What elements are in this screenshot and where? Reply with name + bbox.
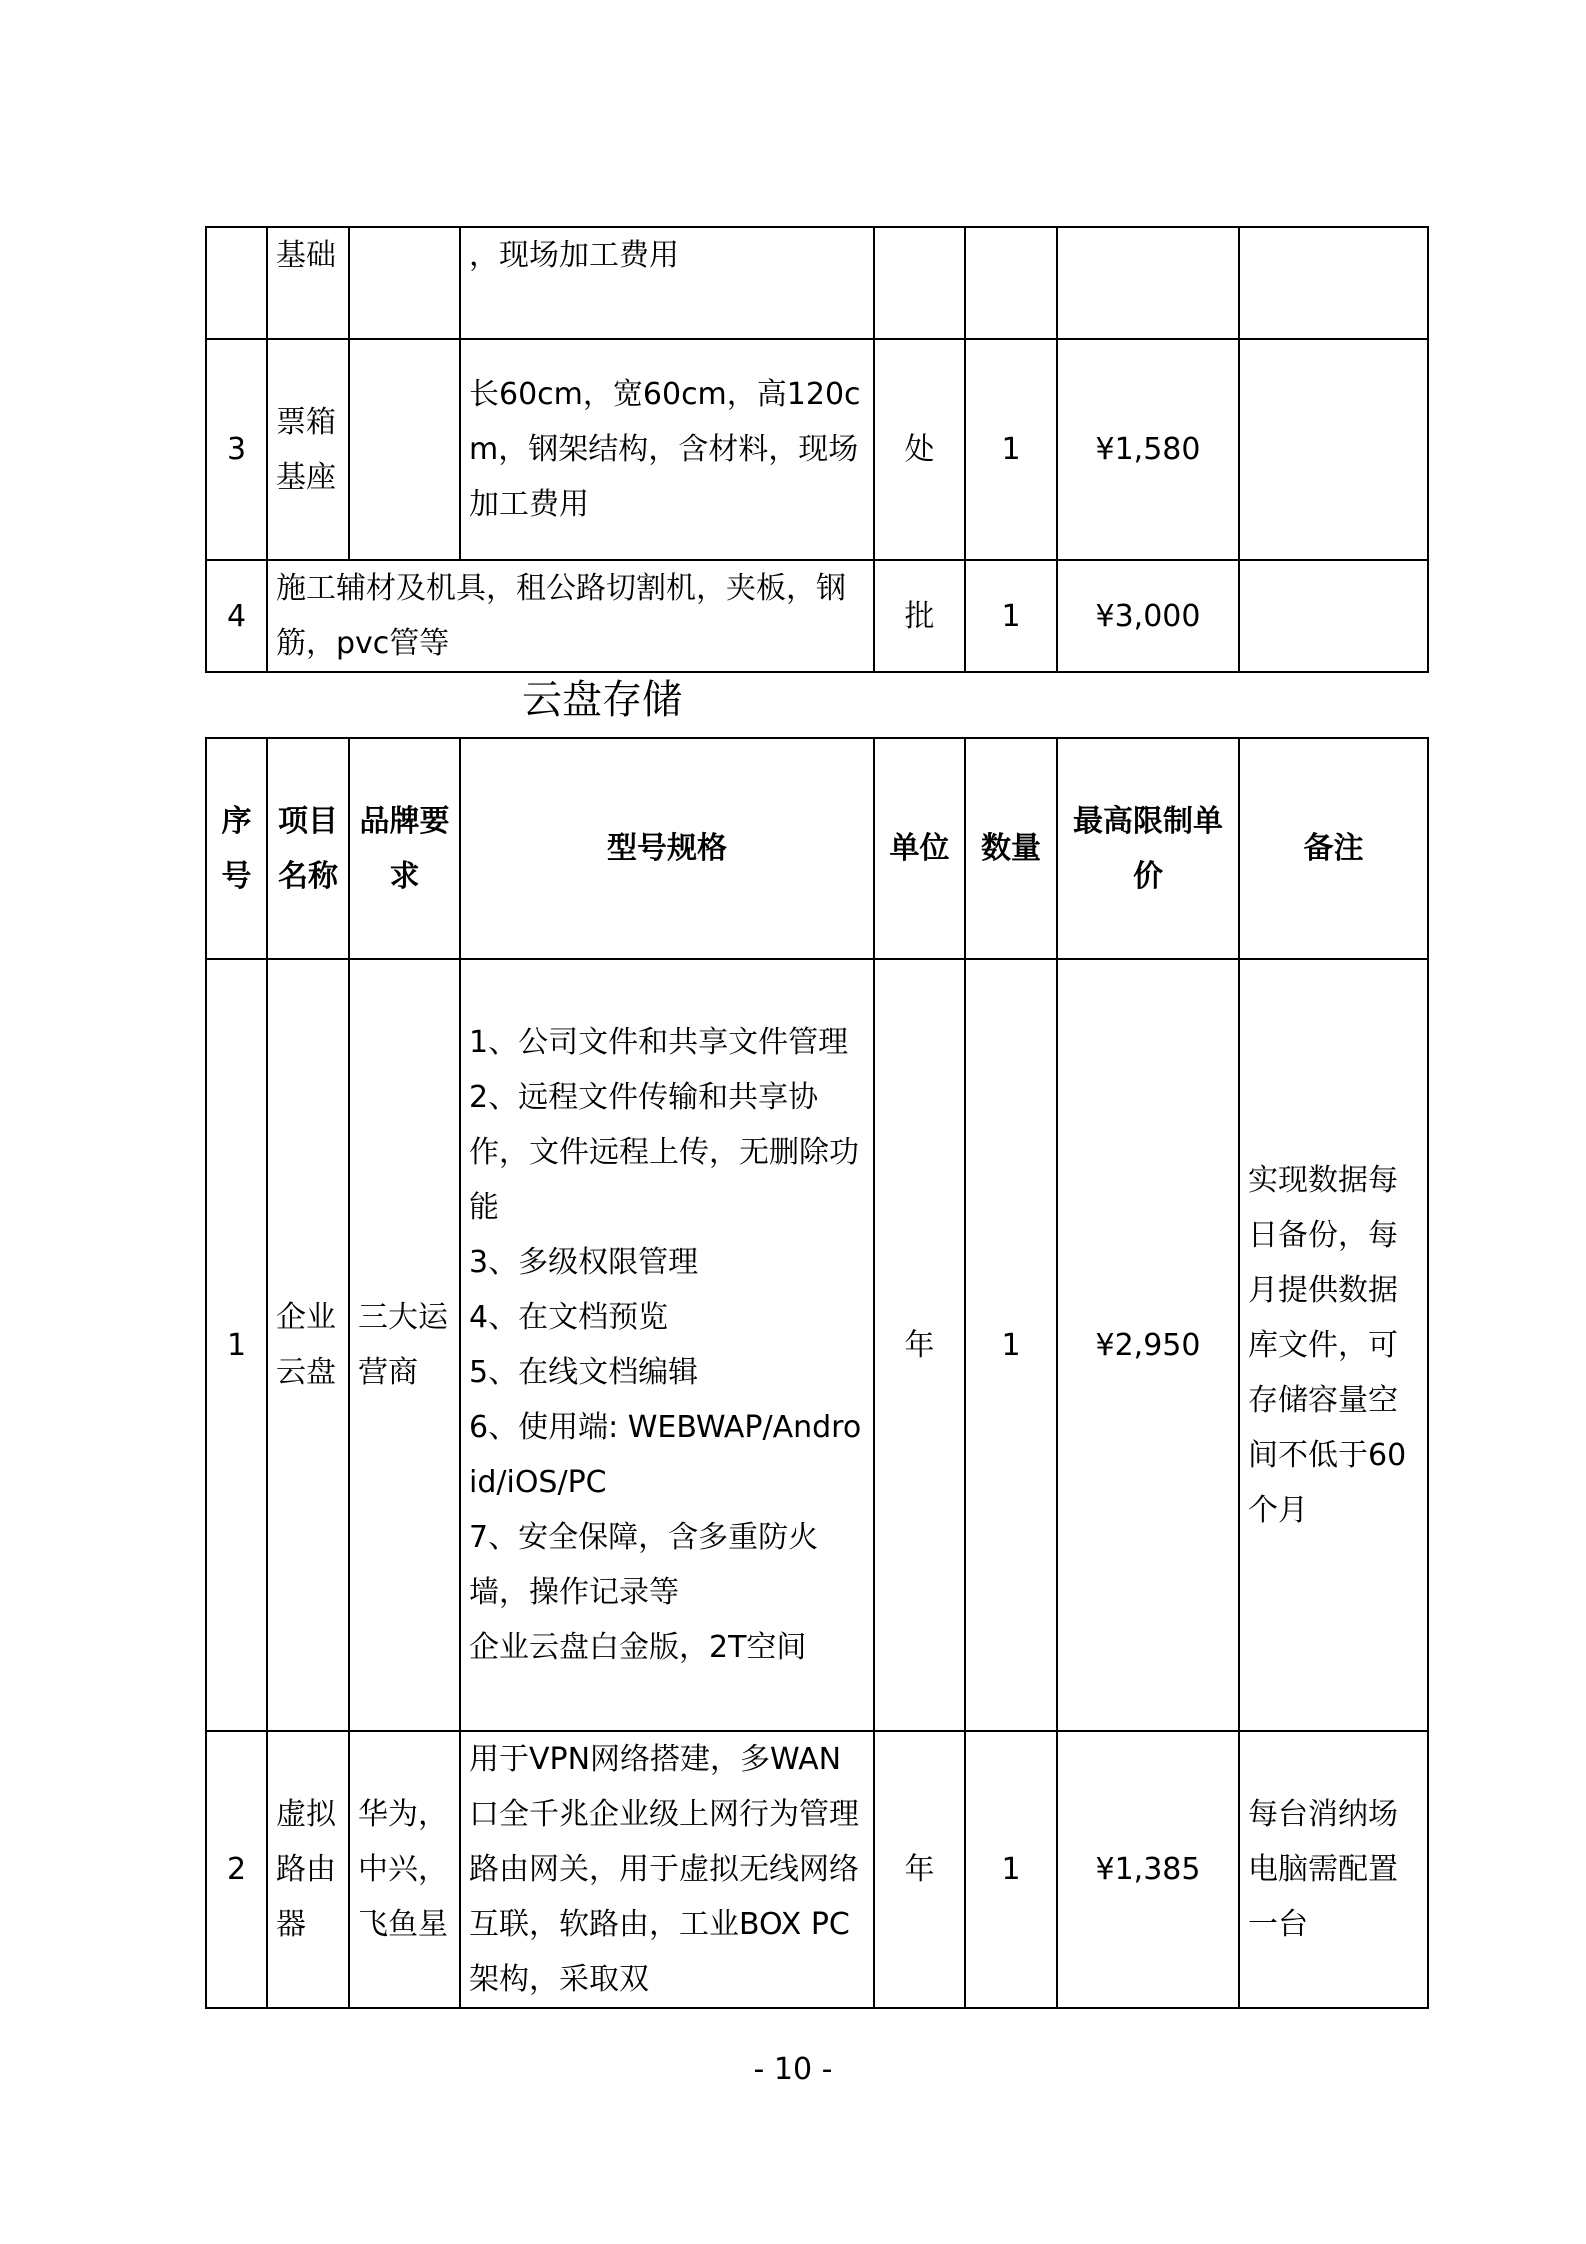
unit: 处	[874, 339, 965, 560]
header-unit: 单位	[874, 738, 965, 959]
spec-text: 长60cm，宽60cm，高120cm，钢架结构，含材料，现场加工费用	[460, 339, 874, 560]
table-row	[206, 1731, 1428, 2008]
item-name: 票箱基座	[267, 339, 349, 560]
quantity: 1	[965, 959, 1057, 1731]
price: ¥1,580	[1057, 339, 1239, 560]
item-name: 企业云盘	[267, 959, 349, 1731]
note	[1239, 227, 1428, 339]
header-row	[206, 738, 1428, 959]
spec-text: ，现场加工费用	[460, 227, 874, 339]
note: 每台消纳场电脑需配置一台	[1239, 1731, 1428, 2008]
previous-items-table	[205, 226, 1429, 673]
header-no: 序号	[206, 738, 267, 959]
spec-text: 用于VPN网络搭建，多WAN口全千兆企业级上网行为管理路由网关，用于虚拟无线网络互联，软路由，工业BOX PC架构，采取双	[460, 1731, 874, 2008]
unit: 批	[874, 560, 965, 672]
unit: 年	[874, 959, 965, 1731]
row-number: 3	[206, 339, 267, 560]
brand-requirement: 三大运营商	[349, 959, 460, 1731]
unit: 年	[874, 1731, 965, 2008]
brand-requirement	[349, 227, 460, 339]
row-number: 1	[206, 959, 267, 1731]
header-spec: 型号规格	[460, 738, 874, 959]
price: ¥2,950	[1057, 959, 1239, 1731]
price	[1057, 227, 1239, 339]
header-note: 备注	[1239, 738, 1428, 959]
table-row	[206, 959, 1428, 1731]
brand-requirement: 华为，中兴，飞鱼星	[349, 1731, 460, 2008]
header-price: 最高限制单价	[1057, 738, 1239, 959]
quantity: 1	[965, 560, 1057, 672]
row-number: 4	[206, 560, 267, 672]
spec-text: 1、公司文件和共享文件管理 2、远程文件传输和共享协作，文件远程上传，无删除功能 3、多级权限管理 4、在文档预览 5、在线文档编辑 6、使用端: WEBWAP/Android/iOS/PC 7、安全保障，含多重防火墙，操作记录等 企业云盘白金版，2T空间	[460, 959, 874, 1731]
note: 实现数据每日备份，每月提供数据库文件，可存储容量空间不低于60个月	[1239, 959, 1428, 1731]
quantity: 1	[965, 339, 1057, 560]
header-qty: 数量	[965, 738, 1057, 959]
note	[1239, 560, 1428, 672]
header-name: 项目名称	[267, 738, 349, 959]
row-number	[206, 227, 267, 339]
header-brand: 品牌要求	[349, 738, 460, 959]
item-name: 基础	[267, 227, 349, 339]
cloud-storage-table	[205, 737, 1429, 2009]
note	[1239, 339, 1428, 560]
page-number: - 10 -	[753, 2052, 833, 2087]
item-name: 虚拟路由器	[267, 1731, 349, 2008]
price: ¥3,000	[1057, 560, 1239, 672]
unit	[874, 227, 965, 339]
table-row	[206, 339, 1428, 560]
section-title: 云盘存储	[522, 677, 682, 723]
table-row	[206, 560, 1428, 672]
row-number: 2	[206, 1731, 267, 2008]
quantity: 1	[965, 1731, 1057, 2008]
brand-requirement	[349, 339, 460, 560]
spec-text: 施工辅材及机具，租公路切割机，夹板，钢筋，pvc管等	[267, 560, 874, 672]
quantity	[965, 227, 1057, 339]
price: ¥1,385	[1057, 1731, 1239, 2008]
table-row	[206, 227, 1428, 339]
